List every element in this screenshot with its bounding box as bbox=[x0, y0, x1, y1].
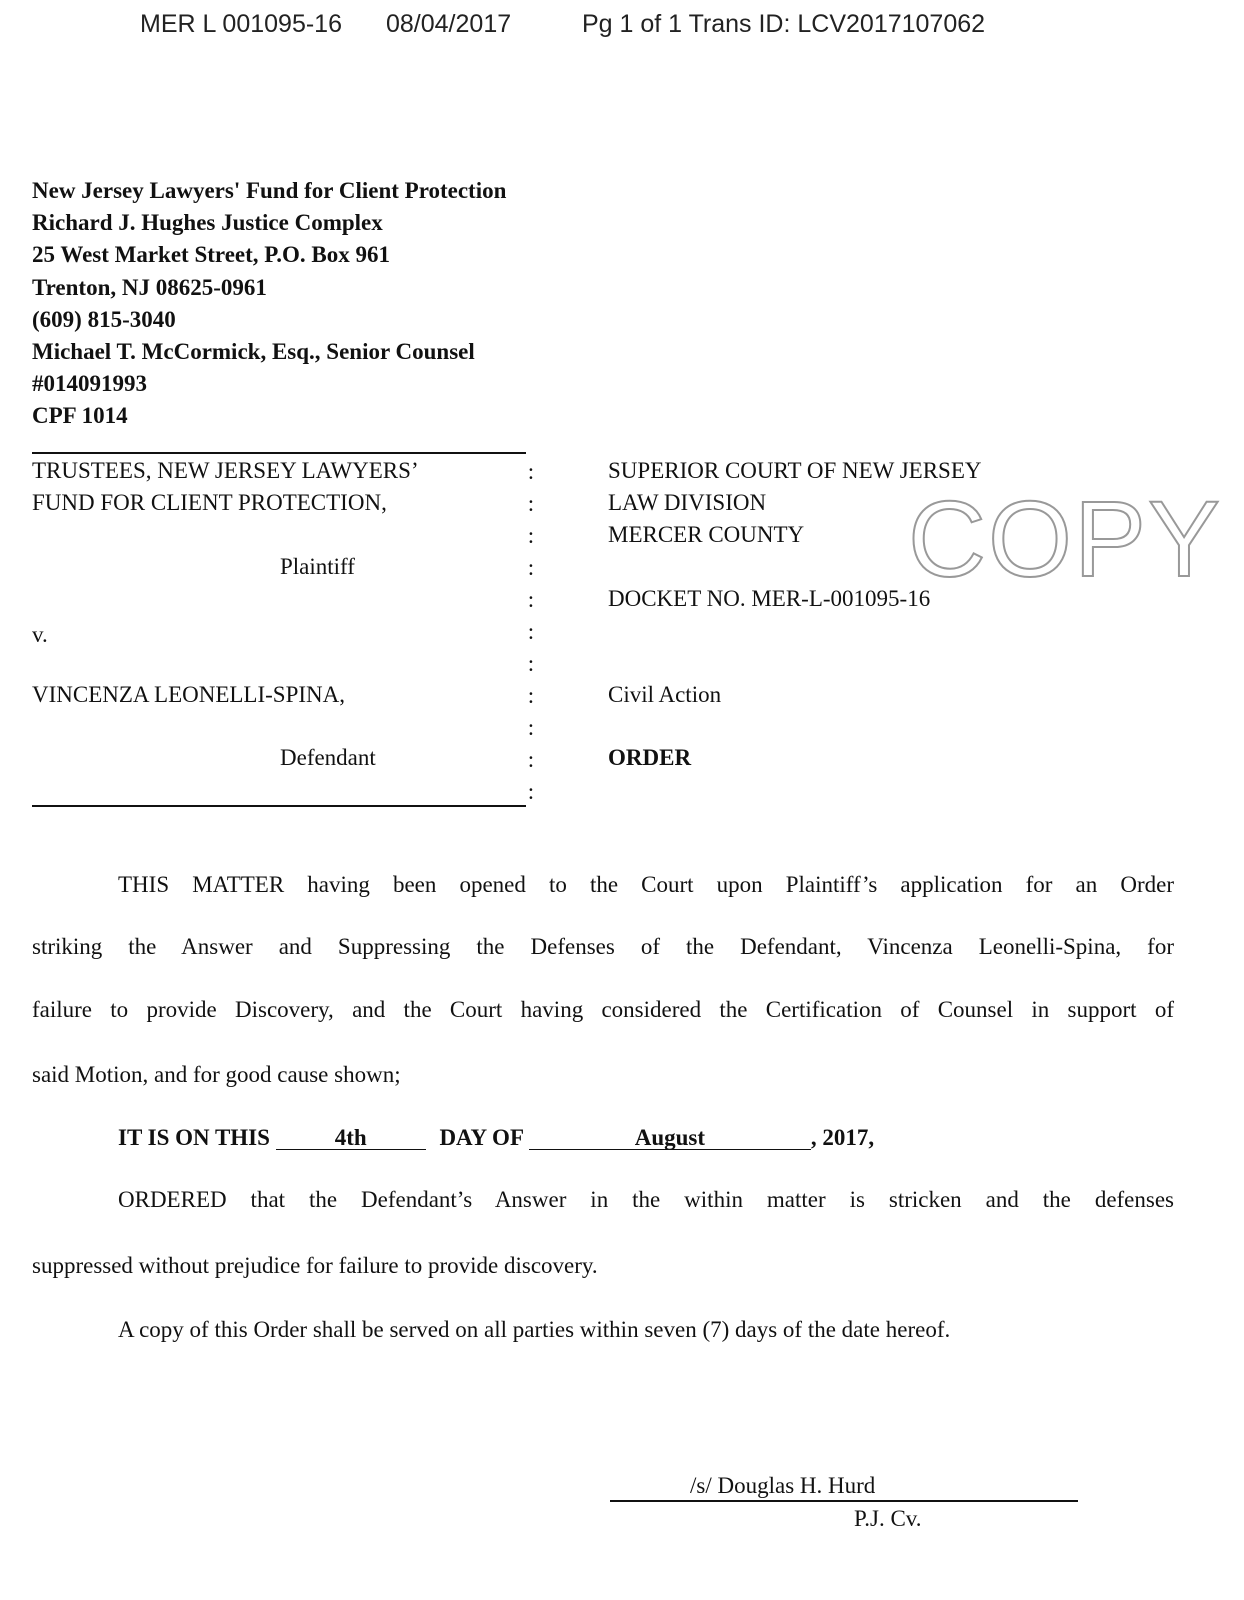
defendant-label: Defendant bbox=[280, 745, 376, 770]
court-county: MERCER COUNTY bbox=[608, 522, 805, 547]
action-type: Civil Action bbox=[608, 682, 722, 707]
attorney-line: New Jersey Lawyers' Fund for Client Protection bbox=[32, 178, 507, 203]
order-paragraph-line: THIS MATTER having been opened to the Court upon Plaintiff’s application for an Order bbox=[118, 872, 1174, 897]
order-paragraph-line: A copy of this Order shall be served on all parties within seven (7) days of the date hereof. bbox=[118, 1317, 951, 1342]
attorney-block bbox=[32, 175, 506, 433]
caption-colon: : bbox=[527, 651, 535, 676]
filing-date: 08/04/2017 bbox=[386, 10, 512, 38]
judge-title: P.J. Cv. bbox=[854, 1506, 922, 1531]
caption-colon: : bbox=[527, 459, 535, 484]
document-type: ORDER bbox=[608, 745, 692, 770]
date-day: 4th bbox=[276, 1127, 426, 1150]
caption-colon: : bbox=[527, 683, 535, 708]
court-division: LAW DIVISION bbox=[608, 490, 767, 515]
order-paragraph-line: failure to provide Discovery, and the Court having considered the Certification of Counsel in support of bbox=[32, 997, 1174, 1022]
case-reference: MER L 001095-16 bbox=[140, 10, 342, 38]
attorney-line: Michael T. McCormick, Esq., Senior Counsel bbox=[32, 339, 475, 365]
order-paragraph-line: suppressed without prejudice for failure to provide discovery. bbox=[32, 1253, 598, 1278]
attorney-line: Richard J. Hughes Justice Complex bbox=[32, 210, 383, 236]
order-date-line bbox=[118, 1125, 874, 1151]
date-prefix: IT IS ON THIS bbox=[118, 1125, 270, 1150]
caption-bottom-rule bbox=[32, 805, 526, 807]
attorney-line: Trenton, NJ 08625-0961 bbox=[32, 274, 267, 300]
caption-colon: : bbox=[527, 555, 535, 580]
attorney-line: #014091993 bbox=[32, 371, 147, 397]
caption-colon: : bbox=[527, 523, 535, 548]
defendant-name: VINCENZA LEONELLI-SPINA, bbox=[32, 682, 346, 707]
caption-colon: : bbox=[527, 747, 535, 772]
date-year: , 2017, bbox=[810, 1125, 875, 1150]
plaintiff-label: Plaintiff bbox=[280, 554, 355, 579]
attorney-line: (609) 815-3040 bbox=[32, 306, 176, 332]
caption-colon: : bbox=[527, 491, 535, 516]
docket-number: DOCKET NO. MER-L-001095-16 bbox=[608, 586, 931, 611]
plaintiff-name-line1: TRUSTEES, NEW JERSEY LAWYERS’ bbox=[32, 458, 419, 483]
caption-colon: : bbox=[527, 619, 535, 644]
signature-line bbox=[610, 1500, 1078, 1502]
attorney-line: CPF 1014 bbox=[32, 403, 128, 429]
date-mid: DAY OF bbox=[439, 1125, 524, 1150]
caption-colon: : bbox=[527, 715, 535, 740]
caption-colon: : bbox=[527, 587, 535, 612]
caption-top-rule bbox=[32, 452, 526, 454]
page-transaction-info: Pg 1 of 1 Trans ID: LCV2017107062 bbox=[582, 10, 986, 38]
judge-signature: /s/ Douglas H. Hurd bbox=[690, 1473, 876, 1498]
order-paragraph-line: said Motion, and for good cause shown; bbox=[32, 1062, 401, 1087]
caption-colon: : bbox=[527, 779, 535, 804]
order-paragraph-line: striking the Answer and Suppressing the Defenses of the Defendant, Vincenza Leonelli-Spina, for bbox=[32, 934, 1174, 959]
attorney-line: 25 West Market Street, P.O. Box 961 bbox=[32, 242, 390, 268]
caption-colon-column bbox=[524, 456, 538, 808]
plaintiff-name-line2: FUND FOR CLIENT PROTECTION, bbox=[32, 490, 387, 515]
order-paragraph-line: ORDERED that the Defendant’s Answer in the within matter is stricken and the defenses bbox=[118, 1187, 1174, 1212]
court-name: SUPERIOR COURT OF NEW JERSEY bbox=[608, 458, 982, 483]
versus: v. bbox=[32, 622, 48, 647]
copy-stamp: COPY bbox=[908, 478, 1223, 599]
date-month: August bbox=[529, 1127, 811, 1150]
